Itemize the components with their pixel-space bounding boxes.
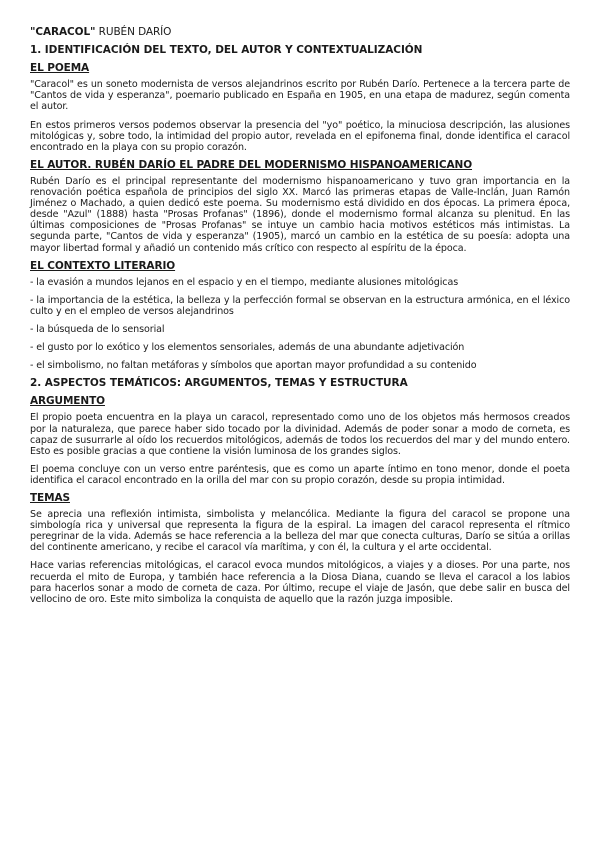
contexto-list-item: - la búsqueda de lo sensorial [30, 323, 165, 335]
author-name: RUBÉN DARÍO [95, 26, 172, 38]
contexto-list-item: - la importancia de la estética, la belleza y la perfección formal se observan en la estructura armónica, en el léxico culto y en el empleo de versos alejandrinos [30, 294, 570, 317]
contexto-list-item: - el simbolismo, no faltan metáforas y símbolos que aportan mayor profundidad a su contenido [30, 360, 477, 372]
section-1-heading: 1. IDENTIFICACIÓN DEL TEXTO, DEL AUTOR Y CONTEXTUALIZACIÓN [30, 44, 423, 57]
autor-heading: EL AUTOR. RUBÉN DARÍO EL PADRE DEL MODERNISMO HISPANOAMERICANO [30, 158, 473, 171]
autor-paragraph: Rubén Darío es el principal representante del modernismo hispanoamericano y tuvo gran importancia en la renovación poética española de principios del siglo XX. Marcó las primeras etapas de Valle-Inclán, Juan Ramón Jiménez o Machado, a quien dedicó este poema. Su modernismo está dividido en dos épocas. La primera época, desde "Azul" (1888) hasta "Prosas Profanas" (1896), donde el modernismo formal alcanza su plenitud. En las últimas composiciones de "Prosas Profanas" se intuye un cambio hacia motivos estéticos más intimistas. La segunda parte, "Cantos de vida y esperanza" (1905), marcó un cambio en la estética de su poesía: adopta una mayor libertad formal y añadió un contenido más crítico con respecto al espíritu de la época. [30, 175, 570, 254]
temas-paragraph: Se aprecia una reflexión intimista, simbolista y melancólica. Mediante la figura del caracol se propone una simbología rica y universal que representa la figura de la espiral. La imagen del caracol representa el rítmico peregrinar de la vida. Además se hace referencia a la belleza del mar que conecta culturas, Darío se sitúa a orillas del continente americano, y recibe el caracol vía marítima, y con él, la cultura y el arte occidental. [30, 509, 570, 554]
contexto-list-item: - la evasión a mundos lejanos en el espacio y en el tiempo, mediante alusiones mitológicas [30, 276, 459, 288]
document-title [30, 27, 570, 38]
argumento-paragraph: El propio poeta encuentra en la playa un caracol, representado como uno de los objetos más hermosos creados por la naturaleza, que parece haber sido tocado por la divinidad. Además de poder sonar a modo de corneta, es capaz de susurrarle al oído los recuerdos mitológicos, además de todos los recuerdos del mar y del mundo entero. Esto es posible gracias a que contiene la visión luminosa de los grandes siglos. [30, 412, 570, 457]
contexto-list-item: - el gusto por lo exótico y los elementos sensoriales, además de una abundante adjetivación [30, 342, 465, 354]
argumento-heading: ARGUMENTO [30, 395, 105, 408]
poema-paragraph: En estos primeros versos podemos observar la presencia del "yo" poético, la minuciosa descripción, las alusiones mitológicas y, sobre todo, la intimidad del propio autor, revelada en el epifonema final, donde identifica el caracol encontrado en la playa con su propio corazón. [30, 119, 570, 153]
poema-heading: EL POEMA [30, 62, 90, 75]
poem-title: "CARACOL" [30, 26, 96, 38]
argumento-paragraph: El poema concluye con un verso entre paréntesis, que es como un aparte íntimo en tono menor, donde el poeta identifica el caracol encontrado en la orilla del mar con su propio corazón, desde su propia intimidad. [30, 463, 570, 486]
contexto-heading: EL CONTEXTO LITERARIO [30, 259, 176, 272]
temas-paragraph: Hace varias referencias mitológicas, el caracol evoca mundos mitológicos, a viajes y a dioses. Por una parte, nos recuerda el mito de Europa, y también hace referencia a la Diosa Diana, cuando se lleva el caracol a los labios para hacerlos sonar a modo de corneta de caza. Por último, recupe el viaje de Jasón, que debe salir en busca del vellocino de oro. Este mito simboliza la conquista de aquello que la razón juzga imposible. [30, 560, 570, 605]
poema-paragraph: "Caracol" es un soneto modernista de versos alejandrinos escrito por Rubén Darío. Pertenece a la tercera parte de "Cantos de vida y esperanza", poemario publicado en España en 1905, en una etapa de madurez, según comenta el autor. [30, 79, 570, 113]
section-2-heading: 2. ASPECTOS TEMÁTICOS: ARGUMENTOS, TEMAS Y ESTRUCTURA [30, 377, 408, 390]
temas-heading: TEMAS [30, 492, 70, 504]
